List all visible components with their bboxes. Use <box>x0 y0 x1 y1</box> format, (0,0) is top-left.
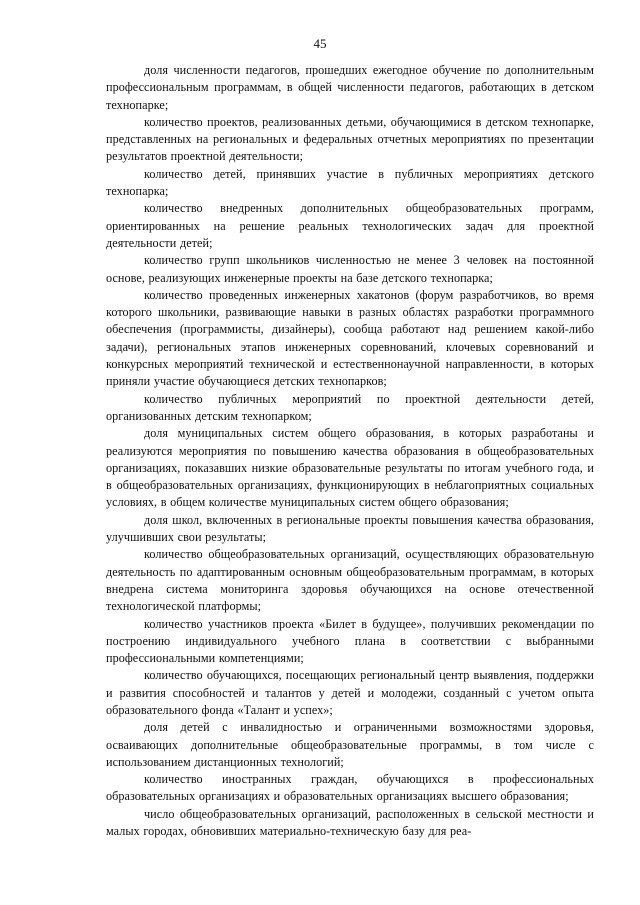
paragraph: доля школ, включенных в региональные проекты повышения качества образования, улучшивших свои результаты; <box>106 512 594 545</box>
paragraph: количество внедренных дополнительных общеобразовательных программ, ориентированных на решение реальных технологических задач для проектной деятельности детей; <box>106 201 594 250</box>
paragraph: количество публичных мероприятий по проектной деятельности детей, организованных детским технопарком; <box>106 391 594 423</box>
paragraph: количество участников проекта «Билет в будущее», получивших рекомендации по построению индивидуального учебного плана в соответствии с выбранными профессиональными компетенциями; <box>106 616 594 666</box>
page-number: 45 <box>313 36 327 51</box>
paragraph: доля численности педагогов, прошедших ежегодное обучение по дополнительным профессиональным программам, в общей численности педагогов, работающих в детском технопарке; <box>106 63 594 112</box>
paragraph: количество проектов, реализованных детьми, обучающимися в детском технопарке, представленных на региональных и федеральных отчетных мероприятиях по презентации результатов проектной деятельности; <box>106 114 594 164</box>
paragraph: количество групп школьников численностью не менее 3 человек на постоянной основе, реализующих инженерные проекты на базе детского технопарка; <box>106 253 594 285</box>
page-body <box>106 62 594 840</box>
paragraph: доля муниципальных систем общего образования, в которых разработаны и реализуются мероприятия по повышению качества образования в общеобразовательных организациях, показавших низкие образовательные результаты по итогам учебного года, и в общеобразовательных организациях, функционирующих в неблагоприятных социальных условиях, в общем количестве муниципальных систем общего образования; <box>106 426 594 510</box>
paragraph: число общеобразовательных организаций, расположенных в сельской местности и малых городах, обновивших материально-техническую базу для реа- <box>106 806 594 839</box>
paragraph: количество проведенных инженерных хакатонов (форум разработчиков, во время которого школьники, развивающие навыки в разных областях разработки программного обеспечения (программисты, дизайнеры), сообща работают над решением какой-либо задачи), региональных этапов инженерных соревнований, клочевых соревнований и конкурсных мероприятий технической и естественнонаучной направленности, в которых приняли участие обучающиеся детских технопарков; <box>106 287 594 389</box>
paragraph: доля детей с инвалидностью и ограниченными возможностями здоровья, осваивающих дополнительные общеобразовательные программы, в том числе с использованием дистанционных технологий; <box>106 720 594 769</box>
paragraph: количество иностранных граждан, обучающихся в профессиональных образовательных организациях и образовательных организациях высшего образования; <box>106 772 594 804</box>
paragraph: количество детей, принявших участие в публичных мероприятиях детского технопарка; <box>106 166 594 199</box>
paragraph: количество обучающихся, посещающих региональный центр выявления, поддержки и развития способностей и талантов у детей и молодежи, созданный с учетом опыта образовательного фонда «Талант и успех»; <box>106 668 594 717</box>
paragraph: количество общеобразовательных организаций, осуществляющих образовательную деятельность по адаптированным основным общеобразовательным программам, в которых внедрена система мониторинга здоровья обучающихся на основе отечественной технологической платформы; <box>106 547 594 614</box>
